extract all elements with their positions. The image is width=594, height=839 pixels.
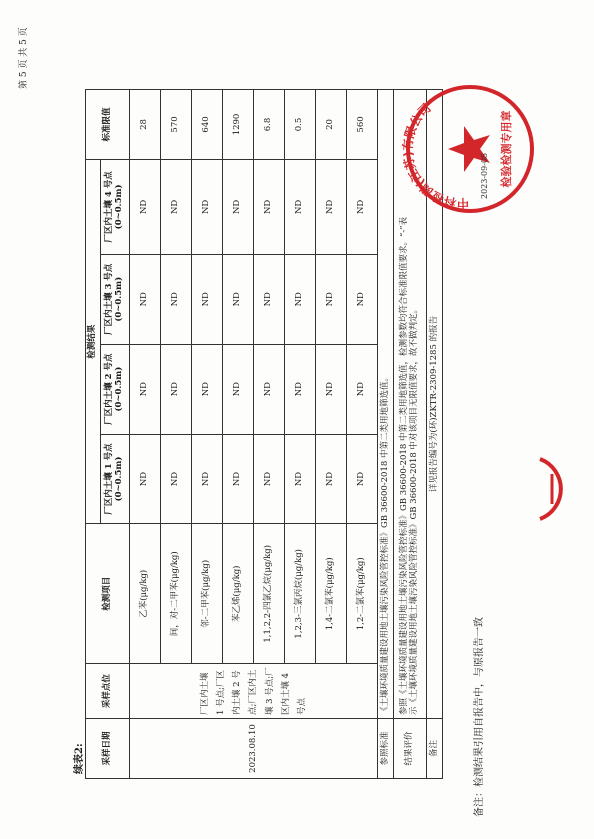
- result-cell: ND: [316, 254, 347, 344]
- result-cell: ND: [254, 344, 285, 434]
- limit-cell: 28: [130, 90, 161, 160]
- result-cell: ND: [130, 254, 161, 344]
- sample-points: 厂区内土壤 1 号点;厂区内土壤 2 号点;厂区内土壤 3 号点;厂区内土壤 4 号点: [130, 664, 378, 719]
- header-col-2: 厂区内土壤 2 号点(0~0.5m): [101, 344, 130, 434]
- note-label: 备注: [427, 719, 443, 779]
- item-cell: 1,4-二氯苯(μg/kg): [316, 524, 347, 664]
- limit-cell: 640: [192, 90, 223, 160]
- header-col-4: 厂区内土壤 4 号点(0~0.5m): [101, 159, 130, 254]
- result-cell: ND: [347, 159, 378, 254]
- header-date: 采样日期: [86, 719, 130, 779]
- header-limit: 标准限值: [86, 90, 130, 160]
- bottom-note: 备注：检测结果引用自报告中，与原报告一致: [474, 617, 485, 817]
- item-cell: 苯乙烯(μg/kg): [223, 524, 254, 664]
- result-cell: ND: [347, 254, 378, 344]
- result-cell: ND: [254, 159, 285, 254]
- result-cell: ND: [223, 254, 254, 344]
- result-cell: ND: [223, 159, 254, 254]
- item-cell: 1,2-二氯苯(μg/kg): [347, 524, 378, 664]
- ref-label: 参照标准: [378, 719, 394, 779]
- header-results: 检测结果: [86, 159, 101, 523]
- result-cell: ND: [192, 344, 223, 434]
- result-cell: ND: [161, 254, 192, 344]
- result-cell: ND: [130, 344, 161, 434]
- result-cell: ND: [223, 344, 254, 434]
- result-cell: ND: [192, 434, 223, 524]
- result-cell: ND: [192, 159, 223, 254]
- result-cell: ND: [316, 434, 347, 524]
- partial-seal: [530, 454, 594, 524]
- ref-text: 《土壤环境质量建设用地土壤污染风险管控标准》GB 36600-2018 中第二类用地筛选值。: [378, 90, 394, 719]
- result-cell: ND: [347, 344, 378, 434]
- result-cell: ND: [285, 254, 316, 344]
- official-seal: [400, 79, 540, 219]
- result-cell: ND: [254, 254, 285, 344]
- result-cell: ND: [130, 159, 161, 254]
- limit-cell: 560: [347, 90, 378, 160]
- table-row: [130, 90, 161, 779]
- item-cell: 邻-二甲苯(μg/kg): [192, 524, 223, 664]
- result-cell: ND: [347, 434, 378, 524]
- header-col-1: 厂区内土壤 1 号点(0~0.5m): [101, 434, 130, 524]
- page-number: 第 5 页 共 5 页: [19, 27, 29, 89]
- eval-line-2: 示《土壤环境质量建设用地土壤污染风险管控标准》GB 36600-2018 中对该项目无限值要求，故不做判定。: [409, 305, 419, 716]
- result-cell: ND: [316, 159, 347, 254]
- item-cell: 乙苯(μg/kg): [130, 524, 161, 664]
- result-cell: ND: [130, 434, 161, 524]
- svg-text:中科检测(江苏)有限公司: 中科检测(江苏)有限公司: [400, 101, 470, 211]
- header-point: 采样点位: [86, 664, 130, 719]
- header-col-3: 厂区内土壤 3 号点(0~0.5m): [101, 254, 130, 344]
- item-cell: 间，对-二甲苯(μg/kg): [161, 524, 192, 664]
- note-text: 详见报告编号为(环)ZKTR-2309-1285 的报告: [427, 90, 443, 719]
- results-table: [85, 89, 443, 779]
- limit-cell: 20: [316, 90, 347, 160]
- result-cell: ND: [161, 159, 192, 254]
- eval-label: 结果评价: [394, 719, 427, 779]
- result-cell: ND: [192, 254, 223, 344]
- item-cell: 1,2,3-三氯丙烷(μg/kg): [285, 524, 316, 664]
- item-cell: 1,1,2,2-四氯乙烷(μg/kg): [254, 524, 285, 664]
- limit-cell: 570: [161, 90, 192, 160]
- result-cell: ND: [223, 434, 254, 524]
- result-cell: ND: [316, 344, 347, 434]
- result-cell: ND: [285, 434, 316, 524]
- sample-date: 2023.08.10: [130, 719, 378, 779]
- table-subtitle: 续表2:: [74, 743, 85, 774]
- result-cell: ND: [254, 434, 285, 524]
- result-cell: ND: [285, 344, 316, 434]
- result-cell: ND: [285, 159, 316, 254]
- seal-date: 2023-09-05: [480, 152, 489, 199]
- svg-text:检验检测专用章: 检验检测专用章: [500, 110, 513, 188]
- header-item: 检测项目: [86, 524, 130, 664]
- limit-cell: 0.5: [285, 90, 316, 160]
- limit-cell: 6.8: [254, 90, 285, 160]
- eval-line-1: 参照《土壤环境质量建设用地土壤污染风险管控标准》GB 36600-2018 中第二类用地筛选值，检测参数均符合标准限值要求。“-”表: [399, 216, 410, 716]
- limit-cell: 1290: [223, 90, 254, 160]
- result-cell: ND: [161, 434, 192, 524]
- result-cell: ND: [161, 344, 192, 434]
